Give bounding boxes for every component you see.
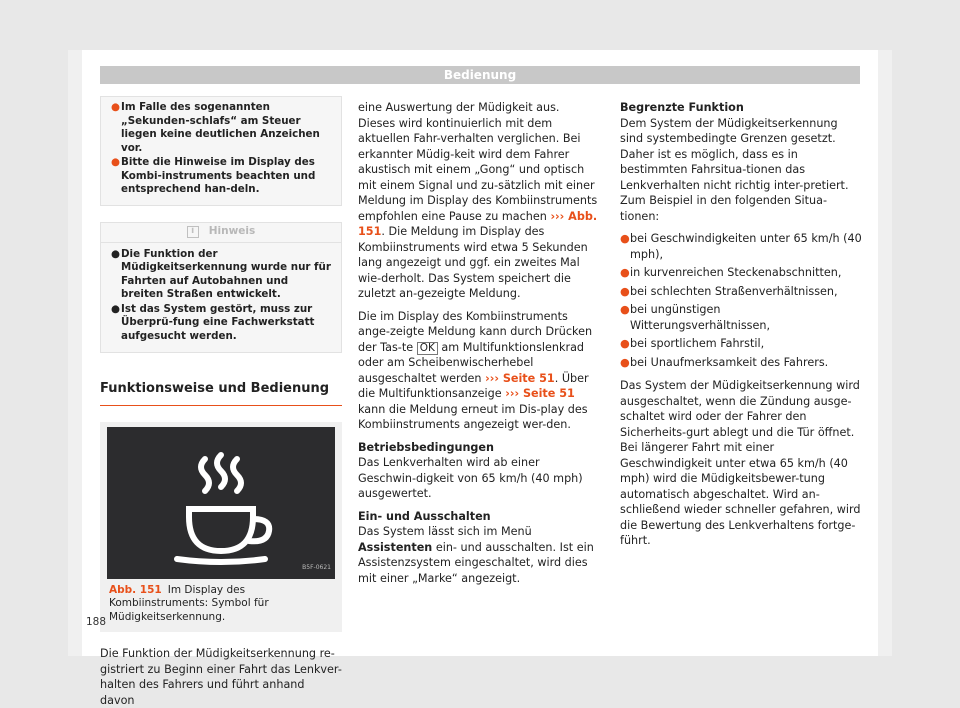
- warning-item: ● Bitte die Hinweise im Display des Kombi-instruments beachten und entsprechend han-deln.: [111, 156, 316, 195]
- list-item: ● bei sportlichem Fahrstil,: [620, 337, 765, 350]
- ok-key-label: OK: [417, 342, 438, 355]
- note-body: [101, 243, 341, 353]
- paragraph: Das System lässt sich im Menü Assistenten ein- und ausschalten. Ist ein Assistenzsystem eingeschaltet, wird dies mit einer „Marke“ angezeigt.: [358, 525, 594, 585]
- bullet-icon: ●: [111, 156, 120, 168]
- column-left: [100, 96, 342, 708]
- intro-paragraph: Die Funktion der Müdigkeitserkennung re-gistriert zu Beginn einer Fahrt das Lenkver-halten des Fahrers und führt anhand davon: [100, 647, 342, 707]
- bullet-icon: ●: [620, 337, 630, 350]
- figure-label: Abb. 151: [109, 583, 162, 596]
- bullet-list: [620, 231, 862, 370]
- page-reference-link[interactable]: ››› Seite 51: [505, 387, 575, 400]
- info-icon: i: [187, 226, 199, 238]
- subheading: Begrenzte Funktion: [620, 101, 744, 114]
- subheading: Ein- und Ausschalten: [358, 509, 491, 523]
- list-item: ● bei schlechten Straßenverhältnissen,: [620, 284, 838, 298]
- page-header: Bedienung: [100, 66, 860, 84]
- column-middle: [358, 100, 600, 593]
- figure-reference-link[interactable]: ››› Abb. 151: [358, 209, 598, 238]
- bullet-icon: ●: [620, 284, 630, 298]
- list-item: ● bei Geschwindigkeiten unter 65 km/h (40 mph),: [620, 232, 862, 261]
- note-title: Hinweis: [208, 225, 256, 238]
- bullet-icon: ●: [620, 355, 630, 369]
- warning-box: [100, 96, 342, 206]
- bullet-icon: ●: [111, 101, 120, 113]
- page-number: 188: [86, 616, 107, 628]
- list-item: ● bei ungünstigen Witterungsverhältnissen,: [620, 303, 771, 332]
- coffee-cup-icon: [107, 427, 335, 579]
- note-box: [100, 222, 342, 354]
- column-right: [620, 100, 862, 556]
- warning-item: ● Im Falle des sogenannten „Sekunden-schlafs“ am Steuer liegen keine deutlichen Anzeichen vor.: [111, 101, 320, 154]
- note-item: ● Ist das System gestört, muss zur Überprü-fung eine Fachwerkstatt aufgesucht werden.: [111, 302, 315, 342]
- bullet-icon: ●: [111, 302, 120, 315]
- paragraph: Das Lenkverhalten wird ab einer Geschwin-digkeit von 65 km/h (40 mph) ausgewertet.: [358, 456, 583, 500]
- list-item: ● bei Unaufmerksamkeit des Fahrers.: [620, 355, 829, 369]
- paragraph: Die im Display des Kombiinstruments ange-zeigte Meldung kann durch Drücken der Tas-te OK am Multifunktionslenkrad oder am Scheibenwischerhebel ausgeschaltet werden ››› Seite 51. Über die Multifunktionsanzeige ››› Seite 51 kann die Meldung erneut im Dis-play des Kombiinstruments angezeigt wer-den.: [358, 309, 593, 431]
- bullet-icon: ●: [111, 247, 120, 260]
- figure-code: B5F-0621: [302, 564, 331, 571]
- figure-caption: Abb. 151 Im Display des Kombiinstruments: Symbol für Müdigkeitserkennung.: [109, 583, 269, 623]
- bullet-icon: ●: [620, 303, 630, 316]
- paragraph: eine Auswertung der Müdigkeit aus. Dieses wird kontinuierlich mit dem aktuellen Fahr-verhalten verglichen. Bei erkannter Müdig-keit wird dem Fahrer akustisch mit einem „Gong“ und optisch mit einem Signal und zu-sätzlich mit einer Meldung im Display des Kombiinstruments empfohlen eine Pause zu machen ››› Abb. 151. Die Meldung im Display des Kombiinstruments wird etwa 5 Sekunden lang angezeigt und ggf. ein zweites Mal wie-derholt. Das System speichert die zuletzt an-gezeigte Meldung.: [358, 101, 598, 300]
- list-item: ● in kurvenreichen Steckenabschnitten,: [620, 266, 842, 279]
- display-image: [107, 427, 335, 579]
- note-item: ● Die Funktion der Müdigkeitserkennung wurde nur für Fahrten auf Autobahnen und breiten Straßen entwickelt.: [111, 247, 331, 300]
- page-reference-link[interactable]: ››› Seite 51: [485, 371, 555, 385]
- note-header: [101, 223, 341, 243]
- bullet-icon: ●: [620, 232, 630, 245]
- figure: [100, 422, 342, 633]
- paragraph: Das System der Müdigkeitserkennung wird ausgeschaltet, wenn die Zündung ausge-schaltet wird oder der Fahrer den Sicherheits-gurt ablegt und die Tür öffnet. Bei längerer Fahrt mit einer Geschwindigkeit unter etwa 65 km/h (40 mph) wird die Müdigkeitsbewer-tung automatisch abgeschaltet. Wird an-schließend wieder schneller gefahren, wird die Bewertung des Lenkverhaltens fortge-führt.: [620, 379, 861, 547]
- subheading: Betriebsbedingungen: [358, 440, 494, 454]
- section-title: Funktionsweise und Bedienung: [100, 381, 342, 406]
- bullet-icon: ●: [620, 266, 630, 279]
- paragraph: Dem System der Müdigkeitserkennung sind systembedingte Grenzen gesetzt. Daher ist es möglich, dass es in bestimmten Fahrsitua-tionen das Lenkverhalten nicht richtig inter-pretiert. Zum Beispiel in den folgenden Situa-tionen:: [620, 116, 849, 223]
